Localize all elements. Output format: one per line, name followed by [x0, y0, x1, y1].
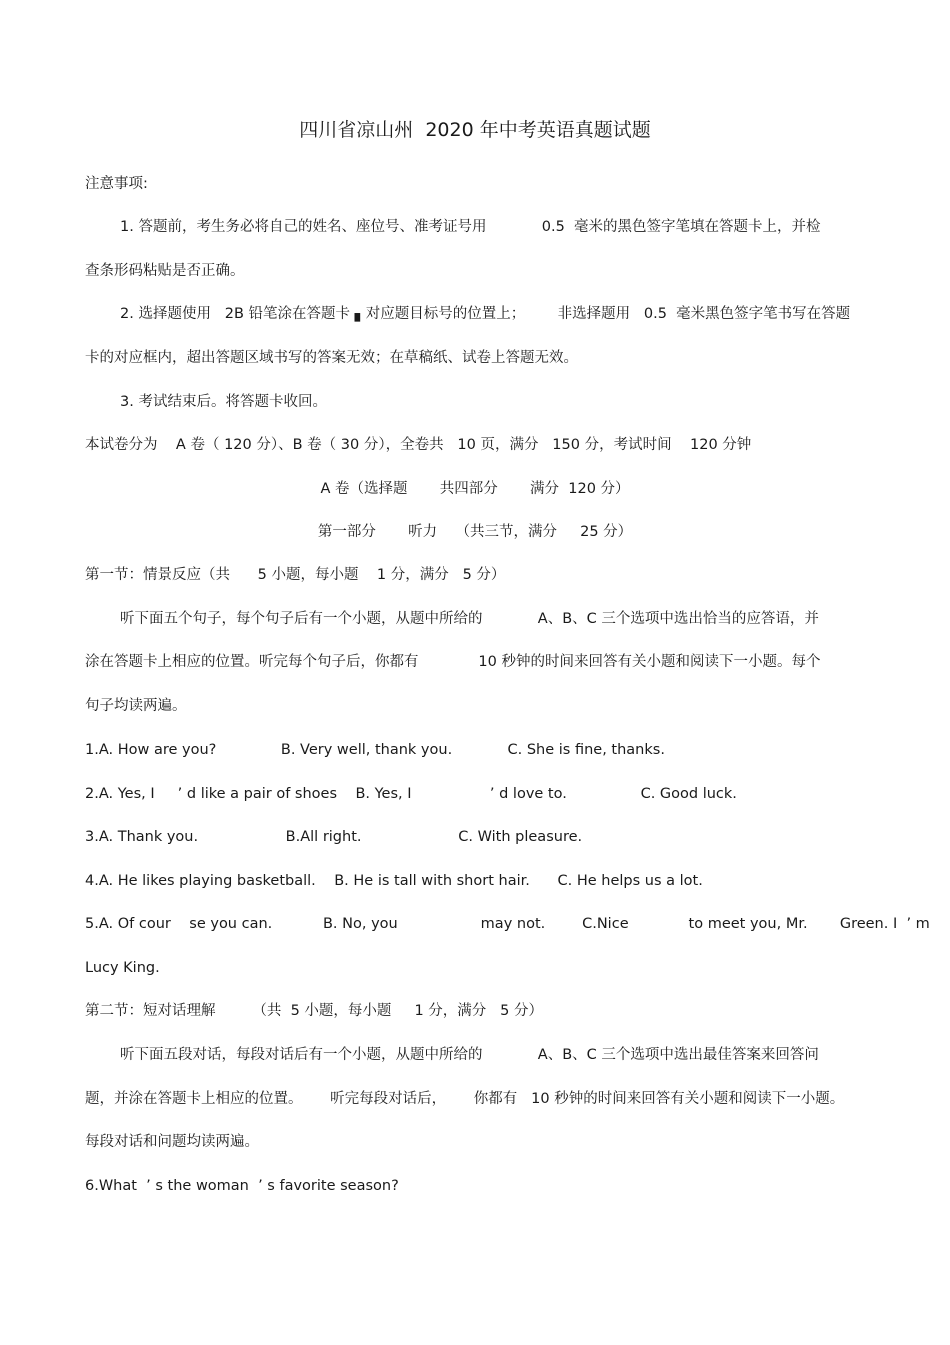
part-one-heading: 第一部分 听力 （共三节，满分 25 分） [317, 524, 633, 540]
note-line-3: 2. 选择题使用 2B 铅笔涂在答题卡 ▖对应题目标号的位置上； 非选择题用 0.5 毫米黑色签字笔书写在答题 [120, 306, 851, 322]
note-line-1: 1. 答题前，考生务必将自己的姓名、座位号、准考证号用 0.5 毫米的黑色签字笔填在答题卡上，并检 [120, 219, 821, 235]
section-two-heading: 第二节：短对话理解 （共 5 小题，每小题 1 分，满分 5 分） [85, 1003, 543, 1019]
section-one-instruction-2: 涂在答题卡上相应的位置。听完每个句子后，你都有 10 秒钟的时间来回答有关小题和阅读下一小题。每个 [85, 654, 821, 670]
exam-info: 本试卷分为 A 卷（ 120 分）、B 卷（ 30 分），全卷共 10 页，满分 150 分，考试时间 120 分钟 [85, 437, 752, 453]
section-two-instruction-3: 每段对话和问题均读两遍。 [85, 1134, 259, 1150]
section-one-heading: 第一节：情景反应（共 5 小题，每小题 1 分，满分 5 分） [85, 567, 506, 583]
volume-a-heading: A 卷（选择题 共四部分 满分 120 分） [320, 481, 630, 497]
question-5-continued: Lucy King. [85, 960, 160, 976]
question-5: 5.A. Of cour se you can. B. No, you may not. C.Nice to meet you, Mr. Green. I ’ m [85, 916, 930, 932]
section-one-instruction-3: 句子均读两遍。 [85, 698, 187, 714]
note-line-5: 3. 考试结束后。将答题卡收回。 [120, 394, 327, 410]
page-title: 四川省凉山州 2020 年中考英语真题试题 [299, 119, 651, 141]
notice-heading: 注意事项: [85, 176, 148, 192]
question-1: 1.A. How are you? B. Very well, thank you. C. She is fine, thanks. [85, 742, 665, 758]
question-6: 6.What ’ s the woman ’ s favorite season? [85, 1178, 399, 1194]
section-one-instruction-1: 听下面五个句子，每个句子后有一个小题，从题中所给的 A、B、C 三个选项中选出恰当的应答语，并 [120, 611, 819, 627]
question-3: 3.A. Thank you. B.All right. C. With pleasure. [85, 829, 583, 845]
note-line-2: 查条形码粘贴是否正确。 [85, 263, 245, 279]
section-two-instruction-2: 题，并涂在答题卡上相应的位置。 听完每段对话后， 你都有 10 秒钟的时间来回答有关小题和阅读下一小题。 [85, 1091, 845, 1107]
question-2: 2.A. Yes, I ’ d like a pair of shoes B. Yes, I ’ d love to. C. Good luck. [85, 786, 737, 802]
question-4: 4.A. He likes playing basketball. B. He is tall with short hair. C. He helps us a lot. [85, 873, 703, 889]
section-two-instruction-1: 听下面五段对话，每段对话后有一个小题，从题中所给的 A、B、C 三个选项中选出最佳答案来回答问 [120, 1047, 819, 1063]
note-line-4: 卡的对应框内，超出答题区域书写的答案无效；在草稿纸、试卷上答题无效。 [85, 350, 578, 366]
